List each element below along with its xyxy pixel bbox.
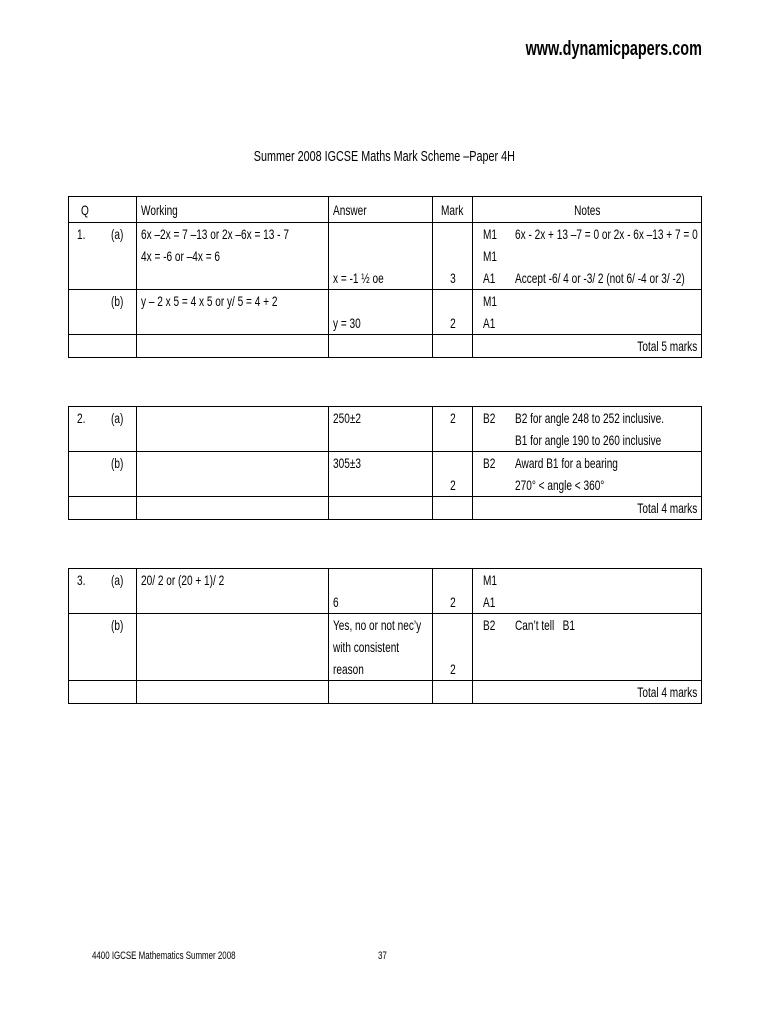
question-3-table bbox=[68, 568, 702, 704]
q1-total: Total 5 marks bbox=[473, 335, 702, 358]
q3b-part: (b) bbox=[111, 617, 124, 633]
q2-total: Total 4 marks bbox=[473, 497, 702, 520]
q3b-working bbox=[137, 614, 329, 681]
q3b-mark: 2 bbox=[433, 614, 473, 681]
q1-number: 1. bbox=[77, 226, 86, 242]
q3a-notes: M1 A1 bbox=[473, 569, 702, 614]
q2a-working bbox=[137, 407, 329, 452]
page-number: 37 bbox=[378, 950, 387, 962]
q1a-mark: 3 bbox=[433, 223, 473, 290]
q2b-mark: 2 bbox=[433, 452, 473, 497]
q1b-row bbox=[69, 290, 702, 335]
q1-total-row bbox=[69, 335, 702, 358]
q2-total-row bbox=[69, 497, 702, 520]
q1a-working: 6x –2x = 7 –13 or 2x –6x = 13 - 7 4x = -6 or –4x = 6 bbox=[137, 223, 329, 290]
q2b-question-cell bbox=[69, 452, 137, 497]
site-url[interactable]: www.dynamicpapers.com bbox=[525, 38, 702, 60]
q3b-notes: B2 Can’t tell B1 bbox=[473, 614, 702, 681]
q3b-question-cell bbox=[69, 614, 137, 681]
q1b-part: (b) bbox=[111, 293, 124, 309]
q1a-answer: x = -1 ½ oe bbox=[329, 223, 433, 290]
header-answer: Answer bbox=[329, 197, 433, 223]
q3b-answer: Yes, no or not nec’y with consistent reason bbox=[329, 614, 433, 681]
q1a-notes: M1 M1 A1 6x - 2x + 13 –7 = 0 or 2x - 6x –13 + 7 = 0 Accept -6/ 4 or -3/ 2 (not 6/ -4 or 3/ -2) bbox=[473, 223, 702, 290]
q3-total: Total 4 marks bbox=[473, 681, 702, 704]
header-notes: Notes bbox=[473, 197, 702, 223]
q1a-row bbox=[69, 223, 702, 290]
q2a-part: (a) bbox=[111, 410, 124, 426]
q2b-part: (b) bbox=[111, 455, 124, 471]
header-mark: Mark bbox=[433, 197, 473, 223]
question-1-table bbox=[68, 196, 702, 358]
q2-number: 2. bbox=[77, 410, 86, 426]
footer-course: 4400 IGCSE Mathematics Summer 2008 bbox=[92, 950, 236, 962]
q2b-notes: B2 Award B1 for a bearing 270° < angle < 360° bbox=[473, 452, 702, 497]
page-title: Summer 2008 IGCSE Maths Mark Scheme –Paper 4H bbox=[253, 148, 515, 165]
q3a-question-cell bbox=[69, 569, 137, 614]
q3-total-row bbox=[69, 681, 702, 704]
header-q: Q bbox=[69, 197, 137, 223]
q2a-mark: 2 bbox=[433, 407, 473, 452]
q3-number: 3. bbox=[77, 572, 86, 588]
q1b-notes: M1 A1 bbox=[473, 290, 702, 335]
q3a-working: 20/ 2 or (20 + 1)/ 2 bbox=[137, 569, 329, 614]
q1a-part: (a) bbox=[111, 226, 124, 242]
question-2-table bbox=[68, 406, 702, 520]
q1b-question-cell bbox=[69, 290, 137, 335]
q3b-row bbox=[69, 614, 702, 681]
q3a-row bbox=[69, 569, 702, 614]
q2a-question-cell bbox=[69, 407, 137, 452]
header-working: Working bbox=[137, 197, 329, 223]
q1b-working: y – 2 x 5 = 4 x 5 or y/ 5 = 4 + 2 bbox=[137, 290, 329, 335]
q1b-answer: y = 30 bbox=[329, 290, 433, 335]
q1a-question-cell bbox=[69, 223, 137, 290]
header-row bbox=[69, 197, 702, 223]
q1b-mark: 2 bbox=[433, 290, 473, 335]
q2b-answer: 305±3 bbox=[329, 452, 433, 497]
q3a-mark: 2 bbox=[433, 569, 473, 614]
q2b-working bbox=[137, 452, 329, 497]
q2a-notes: B2 B2 for angle 248 to 252 inclusive. B1 for angle 190 to 260 inclusive bbox=[473, 407, 702, 452]
q2b-row bbox=[69, 452, 702, 497]
q3a-answer: 6 bbox=[329, 569, 433, 614]
q3a-part: (a) bbox=[111, 572, 124, 588]
q2a-row bbox=[69, 407, 702, 452]
q2a-answer: 250±2 bbox=[329, 407, 433, 452]
